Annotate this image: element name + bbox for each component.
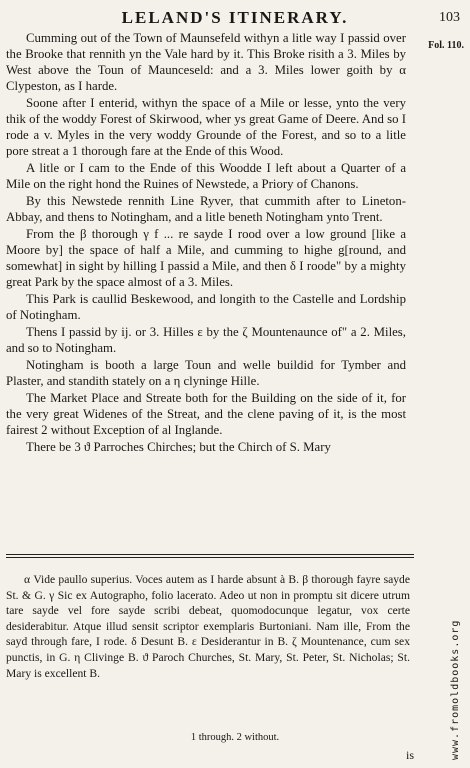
footnotes: 1 through. 2 without. (190, 732, 280, 743)
paragraph: This Park is caullid Beskewood, and longith to the Castelle and Lordship of Notingham. (6, 292, 406, 322)
paragraph: There be 3 ϑ Parroches Chirches; but the Chirch of S. Mary (26, 440, 331, 454)
paragraph: Notingham is booth a large Toun and welle buildid for Tymber and Plaster, and standith stately on a η clyninge Hille. (6, 358, 406, 388)
paragraph: Soone after I enterid, withyn the space of a Mile or lesse, ynto the very thik of the woddy Forest of Skirwood, wher ys great Game of Deere. And so I rode a v. Myles in the very woddy Grounde of the Forest, and so to a litle pore streat a 1 thorough fare at the Ende of this Wood. (6, 96, 406, 158)
paragraph: A litle or I cam to the Ende of this Woodde I left about a Quarter of a Mile on the right hond the Ruines of Newstede, a Priory of Chanons. (6, 161, 406, 191)
folio-note: Fol. 110. (428, 40, 464, 51)
watermark: www.fromoldbooks.org (450, 619, 461, 760)
paragraph: The Market Place and Streate both for the Building on the side of it, for the very great Widenes of the Streat, and the clene paving of it, is the most fairest 2 without Exception of al Inglande. (6, 391, 406, 437)
paragraph: Cumming out of the Town of Maunsefeld withyn a litle way I passid over the Brooke that rennith yn the Vale hard by it. This Broke risith a 3. Miles by West above the Toun of Maunceseld: and a 3. Miles lower goith by α Clypeston, as I harde. (6, 31, 406, 93)
notes-divider (6, 554, 414, 555)
running-title: LELAND'S ITINERARY. (121, 8, 349, 27)
page-number: 103 (439, 10, 460, 25)
paragraph: By this Newstede rennith Line Ryver, that cummith after to Lineton-Abbay, and thens to Notingham, and a litle beneth Notingham ynto Trent. (6, 194, 406, 224)
body-text (6, 30, 406, 455)
editorial-notes (6, 572, 410, 681)
notes-divider (6, 557, 414, 558)
paragraph: Thens I passid by ij. or 3. Hilles ε by the ζ Mountenaunce of" a 2. Miles, and so to Notingham. (6, 325, 406, 355)
notes-text: α Vide paullo superius. Voces autem as I harde absunt à B. β thorough fayre sayde St. & G. γ Sic ex Autographo, folio lacerato. Adeo ut non in promptu sit dicere utrum tare sayde vel fore sayde scribi debeat, quomodocunque legatur, vox certe desiderabitur. Atque illud sensit scriptor exemplaris Burtoniani. Nam ille, From the sayd through fare, I rode. δ Desunt B. ε Desiderantur in B. ζ Mountenance, cum sex punctis, in G. η Clivinge B. ϑ Paroch Churches, St. Mary, St. Peter, St. Nicholas; St. Mary is excellent B. (6, 573, 410, 680)
paragraph: From the β thorough γ f ... re sayde I rood over a low ground [like a Moore by] the space of half a Mile, and cumming to highe g[round, and somewhat] in sight by hilling I passid a Mile, and then δ I roode" by a mighty great Park by the space almost of a 3. Miles. (6, 227, 406, 289)
catchword: is (405, 748, 414, 762)
